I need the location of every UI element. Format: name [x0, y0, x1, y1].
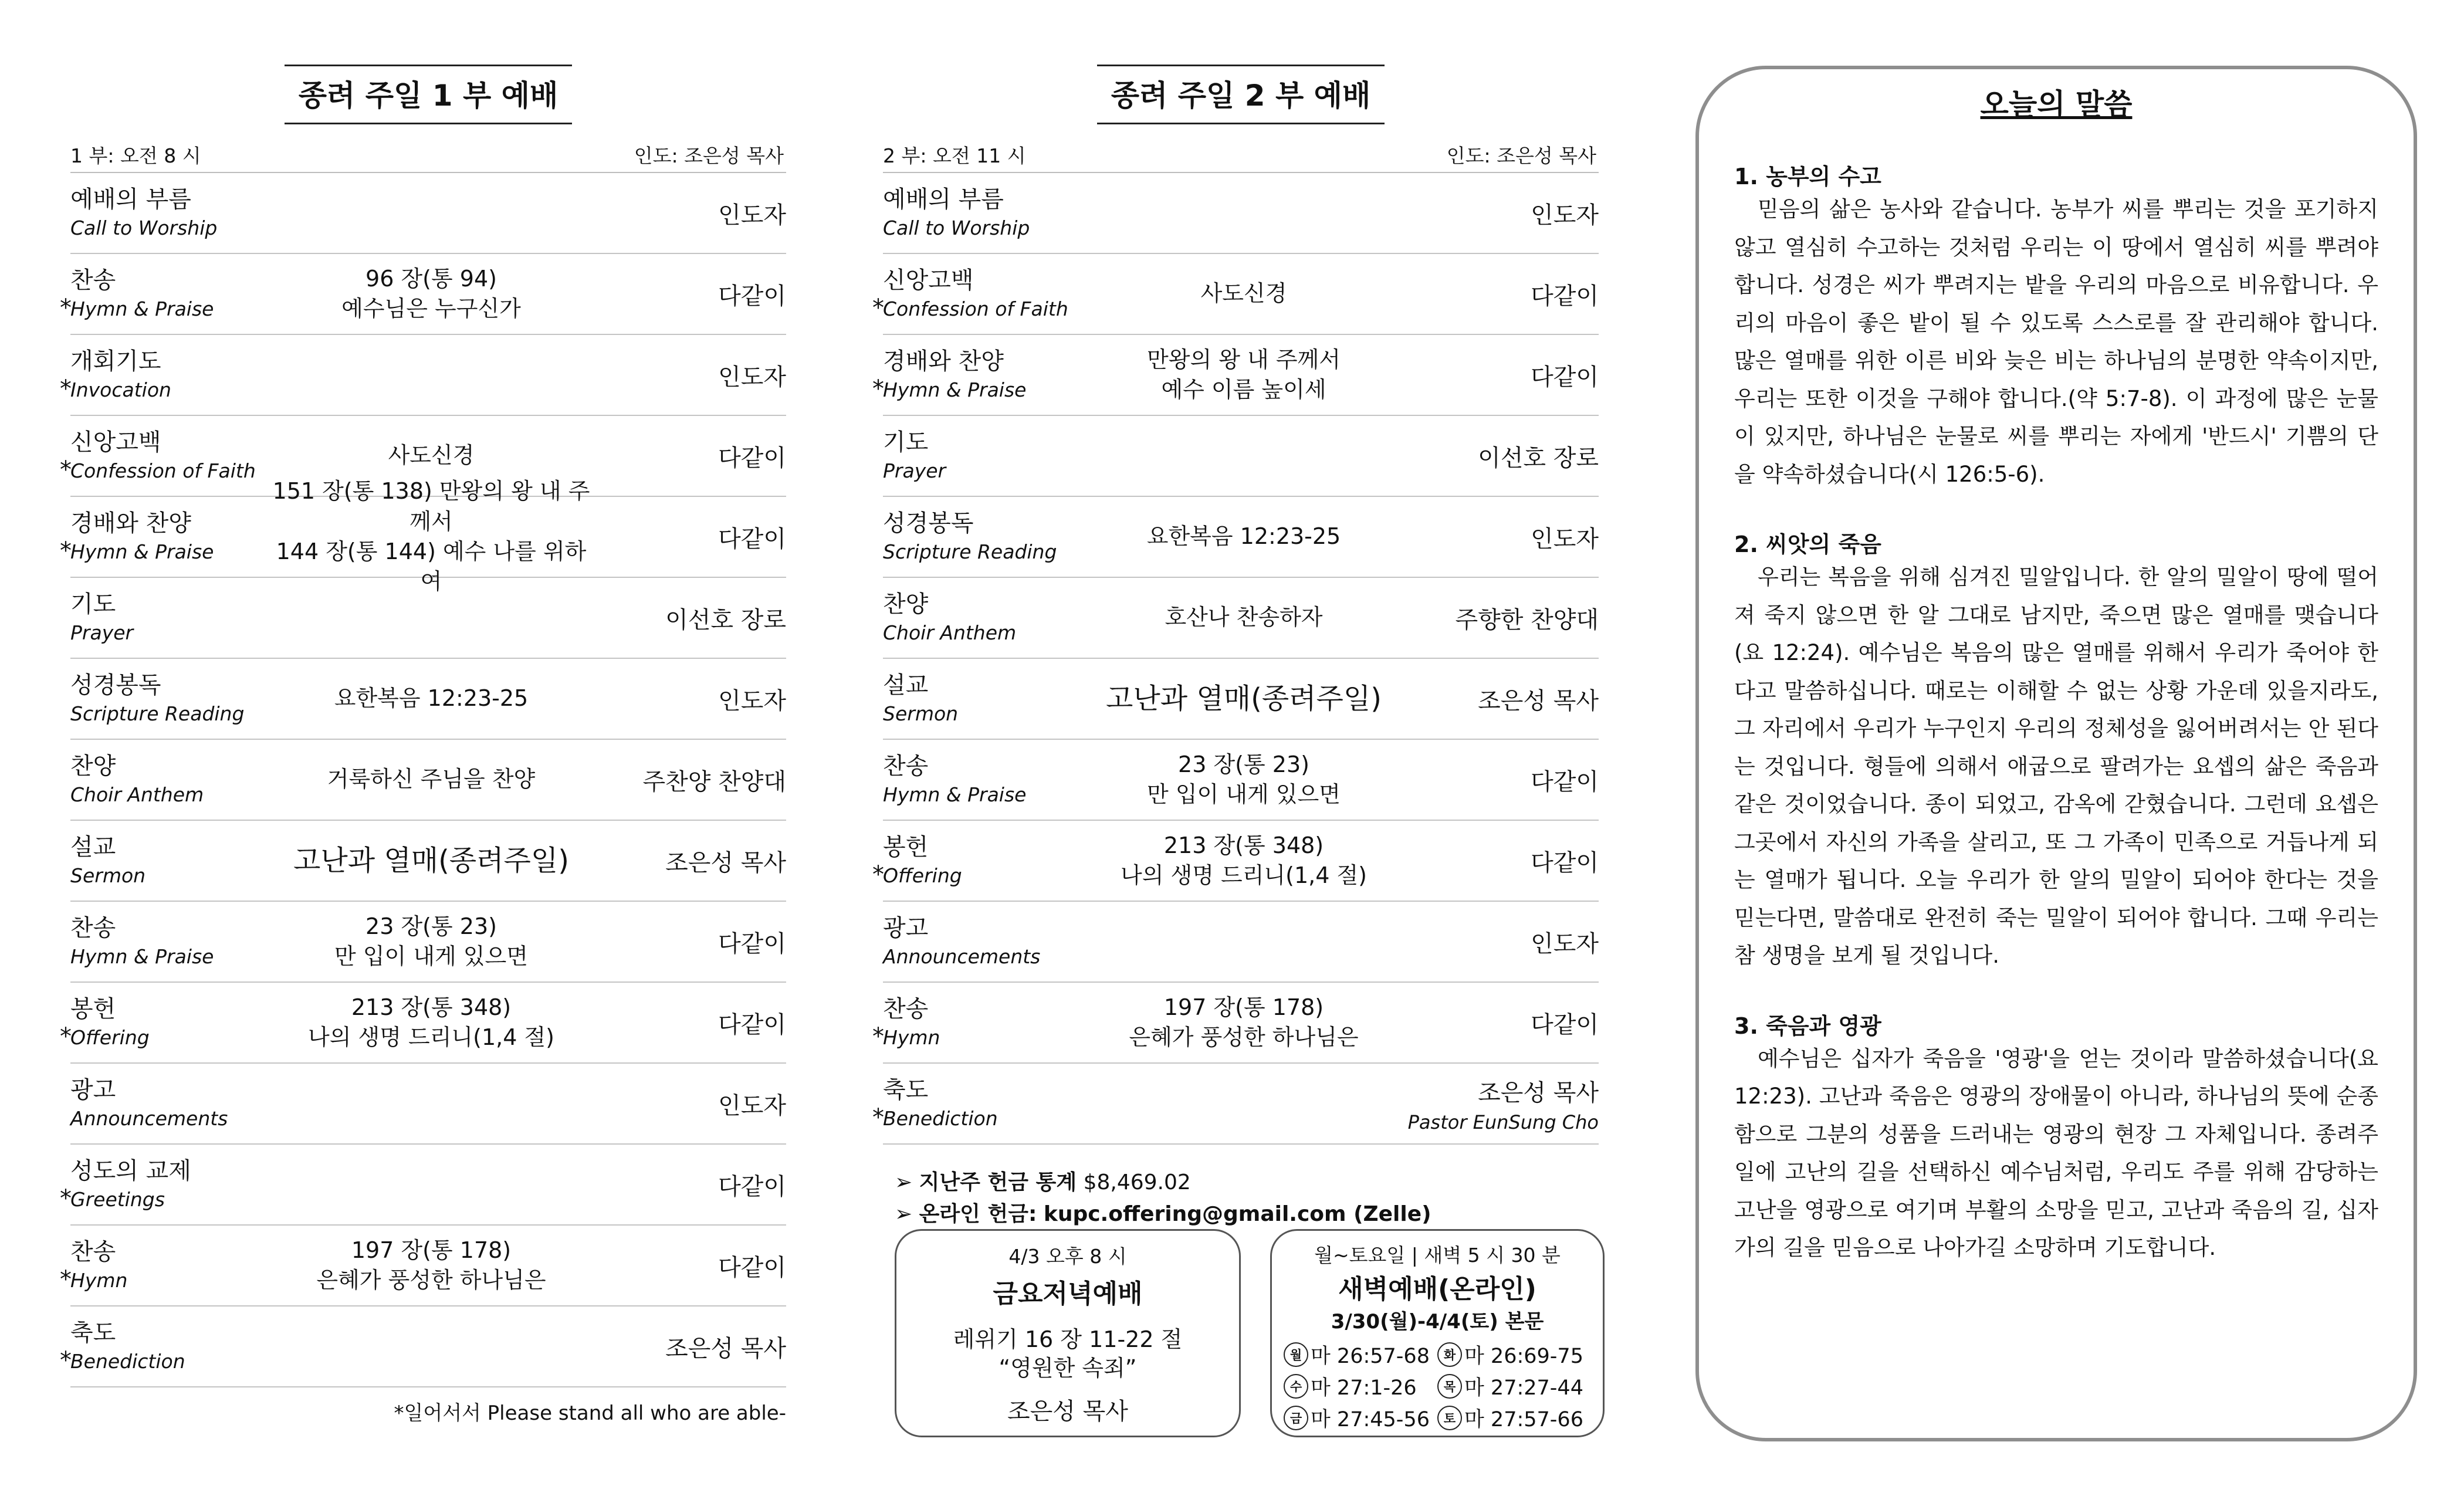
order-detail	[1082, 279, 1405, 309]
order-title-ko: 예배의 부름	[70, 185, 191, 213]
order-row	[872, 821, 1599, 902]
dawn-title: 새벽예배(온라인)	[1338, 1274, 1536, 1304]
order-detail-line1: 거룩하신 주님을 찬양	[327, 766, 536, 793]
order-detail-line1: 151 장(통 138) 만왕의 왕 내 주께서	[272, 478, 590, 534]
order-title-en: Hymn	[883, 1025, 940, 1049]
offering-label: 지난주 헌금 통계	[919, 1170, 1077, 1194]
order-title-en: Greetings	[70, 1187, 165, 1211]
order-label	[70, 266, 270, 322]
order-leader-name: 주향한 찬양대	[1455, 606, 1599, 634]
order-detail-line2: 예수 이름 높이세	[1161, 377, 1326, 402]
day-circle-icon: 목	[1437, 1374, 1462, 1399]
order-leader-name: 이선호 장로	[665, 606, 786, 634]
standing-mark: *	[60, 1185, 72, 1212]
message-sections	[1734, 158, 2378, 1267]
order-label	[883, 347, 1082, 403]
order-title-en: Call to Worship	[70, 216, 218, 239]
day-circle-icon: 화	[1437, 1342, 1462, 1367]
service2-time: 2 부: 오전 11 시	[883, 144, 1026, 167]
order-title-ko: 기도	[70, 590, 116, 618]
order-label	[883, 590, 1082, 646]
order-title-ko: 경배와 찬양	[70, 509, 191, 537]
order-detail	[1082, 680, 1405, 718]
order-row	[60, 1145, 786, 1226]
notices	[883, 1167, 1599, 1230]
offering-stat: ➢ 지난주 헌금 통계 $8,469.02	[895, 1170, 1191, 1194]
service2-column	[872, 65, 1599, 1230]
order-detail	[270, 264, 593, 324]
order-detail-line2: 나의 생명 드리니(1,4 절)	[308, 1024, 554, 1050]
order-detail	[270, 1236, 593, 1296]
day-circle-icon: 금	[1284, 1406, 1308, 1430]
order-row	[872, 1064, 1599, 1145]
order-detail-line1: 197 장(통 178)	[1163, 994, 1324, 1020]
message-section-body: 예수님은 십자가 죽음을 '영광'을 얻는 것이라 말씀하셨습니다(요 12:23). 고난과 죽음은 영광의 장애물이 아니라, 하나님의 뜻에 순종함으로 그분의 성품을 드러내는 영광의 현장 그 자체입니다. 종려주일에 고난의 길을 선택하신 예수님처럼, 우리도 주를 위해 감당하는 고난을 영광으로 여기며 부활의 소망을 믿고, 고난과 죽음의 길, 십자가의 길을 믿음으로 나아가길 소망하며 기도합니다.	[1734, 1045, 2378, 1260]
dawn-reading-ref: 마 27:1-26	[1311, 1376, 1417, 1400]
order-row	[883, 740, 1599, 821]
order-leader	[593, 844, 786, 878]
dawn-reading	[1437, 1340, 1591, 1369]
order-title-en: Choir Anthem	[883, 621, 1017, 644]
order-row	[883, 902, 1599, 983]
dawn-reading	[1437, 1403, 1591, 1433]
message-section	[1734, 158, 2378, 493]
order-leader-name: 주찬양 찬양대	[642, 768, 786, 796]
order-leader-name: 다같이	[1531, 363, 1599, 391]
order-row	[70, 659, 786, 740]
order-title-en: Hymn & Praise	[70, 945, 214, 968]
order-leader-name: 다같이	[718, 444, 786, 472]
online-value: kupc.offering@gmail.com (Zelle)	[1043, 1202, 1431, 1226]
dawn-reading	[1437, 1372, 1591, 1401]
order-title-en: Hymn & Praise	[883, 378, 1027, 401]
order-title-en: Confession of Faith	[70, 459, 256, 482]
order-leader-name: 인도자	[1531, 525, 1599, 553]
order-row	[60, 1226, 786, 1307]
order-label	[70, 914, 270, 970]
order-title-ko: 찬송	[70, 266, 116, 294]
day-circle-icon: 토	[1437, 1406, 1462, 1430]
order-detail	[1082, 522, 1405, 551]
order-title-ko: 기도	[883, 428, 929, 456]
order-row	[883, 497, 1599, 578]
service2-leader: 인도: 조은성 목사	[1446, 144, 1596, 167]
order-title-en: Offering	[883, 864, 962, 887]
order-label	[70, 1076, 270, 1132]
order-row	[70, 902, 786, 983]
dawn-reading-ref: 마 27:57-66	[1464, 1408, 1583, 1431]
online-label: 온라인 헌금:	[919, 1202, 1037, 1226]
service1-order	[60, 173, 786, 1387]
order-title-en: Benediction	[883, 1106, 998, 1130]
order-label	[883, 185, 1082, 241]
order-leader-en: Pastor EunSung Cho	[1407, 1111, 1599, 1133]
order-label	[883, 995, 1082, 1051]
order-row	[883, 173, 1599, 254]
order-title-en: Scripture Reading	[70, 702, 245, 725]
order-leader	[1405, 1006, 1599, 1040]
order-leader	[593, 358, 786, 392]
order-leader	[1405, 601, 1599, 635]
order-detail	[270, 993, 593, 1053]
standing-mark: *	[60, 1023, 72, 1050]
online-offering: ➢ 온라인 헌금: kupc.offering@gmail.com (Zelle)	[895, 1202, 1431, 1226]
order-leader	[1405, 277, 1599, 311]
order-title-en: Call to Worship	[883, 216, 1030, 239]
friday-service-box	[895, 1229, 1241, 1437]
order-label	[883, 428, 1082, 484]
standing-mark: *	[872, 1104, 884, 1131]
order-label	[883, 1076, 1082, 1132]
order-title-en: Announcements	[70, 1106, 228, 1130]
order-row	[70, 173, 786, 254]
order-leader-name: 다같이	[718, 1011, 786, 1038]
order-leader	[593, 925, 786, 959]
order-detail-line1: 23 장(통 23)	[1178, 751, 1309, 777]
order-label	[70, 1238, 270, 1294]
order-leader-name: 다같이	[718, 525, 786, 553]
order-title-en: Scripture Reading	[883, 540, 1057, 563]
order-title-ko: 찬송	[883, 995, 929, 1023]
order-leader-name: 조은성 목사	[1478, 1079, 1599, 1106]
standing-footnote: *일어서서 Please stand all who are able-	[394, 1402, 786, 1425]
order-detail-line2: 은혜가 풍성한 하나님은	[316, 1267, 546, 1293]
order-label	[70, 428, 270, 484]
order-leader	[593, 1006, 786, 1040]
order-leader-name: 이선호 장로	[1478, 444, 1599, 472]
order-label	[70, 1157, 270, 1213]
order-title-ko: 찬송	[70, 914, 116, 942]
order-leader	[593, 1249, 786, 1282]
standing-mark: *	[872, 1023, 884, 1050]
order-title-ko: 설교	[70, 833, 116, 861]
order-leader	[593, 197, 786, 230]
order-leader	[1405, 520, 1599, 554]
order-detail-line2: 은혜가 풍성한 하나님은	[1129, 1024, 1359, 1050]
order-title-ko: 성도의 교제	[70, 1157, 191, 1184]
standing-mark: *	[872, 375, 884, 402]
order-detail	[270, 764, 593, 794]
message-section-heading: 2. 씨앗의 죽음	[1734, 532, 1881, 557]
order-leader-name: 인도자	[718, 201, 786, 229]
order-label	[883, 671, 1082, 727]
dawn-reading	[1284, 1372, 1437, 1401]
order-title-en: Benediction	[70, 1349, 185, 1373]
order-leader	[593, 439, 786, 473]
order-label	[883, 266, 1082, 322]
order-row	[60, 478, 786, 595]
standing-mark: *	[60, 295, 72, 321]
order-label	[883, 914, 1082, 970]
order-detail	[270, 683, 593, 713]
message-section	[1734, 1008, 2378, 1267]
order-leader	[593, 763, 786, 797]
order-title-en: Prayer	[70, 621, 134, 644]
dawn-readings	[1284, 1340, 1591, 1433]
order-detail	[1082, 750, 1405, 810]
day-circle-icon: 수	[1284, 1374, 1308, 1399]
standing-mark: *	[60, 1266, 72, 1293]
order-row	[60, 335, 786, 416]
order-leader	[593, 1168, 786, 1201]
order-leader-name: 다같이	[1531, 1011, 1599, 1038]
order-title-ko: 성경봉독	[883, 509, 974, 537]
dawn-reading-ref: 마 27:27-44	[1464, 1376, 1583, 1400]
order-detail-line1: 만왕의 왕 내 주께서	[1147, 346, 1341, 373]
order-title-ko: 경배와 찬양	[883, 347, 1004, 375]
order-title-ko: 신앙고백	[70, 428, 161, 456]
order-title-en: Offering	[70, 1025, 150, 1049]
order-leader	[1405, 763, 1599, 797]
friday-passage: 레위기 16 장 11-22 절	[953, 1326, 1183, 1352]
order-leader-name: 인도자	[1531, 930, 1599, 957]
friday-speaker: 조은성 목사	[1007, 1397, 1128, 1425]
order-title-en: Confession of Faith	[883, 297, 1068, 320]
friday-title: 금요저녁예배	[993, 1279, 1143, 1309]
order-leader-name: 다같이	[718, 930, 786, 957]
order-detail-line1: 호산나 찬송하자	[1165, 604, 1323, 631]
order-leader	[593, 1087, 786, 1121]
order-title-ko: 예배의 부름	[883, 185, 1004, 213]
order-title-en: Hymn & Praise	[70, 297, 214, 320]
order-label	[70, 752, 270, 808]
order-detail-line1: 요한복음 12:23-25	[334, 685, 529, 712]
offering-value: $8,469.02	[1083, 1170, 1191, 1194]
order-detail-line2: 나의 생명 드리니(1,4 절)	[1121, 862, 1367, 888]
order-leader	[1405, 439, 1599, 473]
order-title-ko: 성경봉독	[70, 671, 161, 699]
order-label	[70, 833, 270, 889]
order-leader	[593, 277, 786, 311]
order-label	[70, 995, 270, 1051]
standing-mark: *	[60, 456, 72, 483]
order-leader-name: 다같이	[1531, 768, 1599, 796]
dawn-time: 월~토요일 | 새벽 5 시 30 분	[1314, 1244, 1561, 1267]
dawn-reading	[1284, 1340, 1437, 1369]
order-detail-line2: 144 장(통 144) 예수 나를 위하여	[276, 539, 587, 595]
order-title-ko: 개회기도	[70, 347, 161, 375]
order-title-ko: 광고	[883, 914, 929, 942]
order-label	[883, 509, 1082, 565]
order-detail-line1: 96 장(통 94)	[365, 265, 497, 292]
dawn-reading-ref: 마 26:57-68	[1311, 1345, 1430, 1368]
dawn-service-box	[1270, 1229, 1605, 1437]
order-row	[60, 983, 786, 1064]
order-leader-name: 다같이	[718, 282, 786, 310]
order-title-ko: 봉헌	[70, 995, 116, 1023]
order-row	[70, 821, 786, 902]
friday-subtitle: “영원한 속죄”	[999, 1355, 1137, 1382]
order-detail	[1082, 345, 1405, 405]
service1-leader: 인도: 조은성 목사	[634, 144, 784, 167]
order-row	[883, 416, 1599, 497]
order-label	[70, 590, 270, 646]
message-section-body: 믿음의 삶은 농사와 같습니다. 농부가 씨를 뿌리는 것을 포기하지 않고 열심히 수고하는 것처럼 우리는 이 땅에서 열심히 씨를 뿌려야 합니다. 성경은 씨가 뿌려지는 밭을 우리의 마음으로 비유합니다. 우리의 마음이 좋은 밭이 될 수 있도록 스스로를 잘 관리해야 합니다. 많은 열매를 위한 이른 비와 늦은 비는 하나님의 분명한 약속이지만, 우리는 또한 이것을 구해야 합니다.(약 5:7-8). 이 과정에 많은 눈물이 있지만, 하나님은 눈물로 씨를 뿌리는 자에게 '반드시' 기쁨의 단을 약속하셨습니다(시 126:5-6).	[1734, 197, 2378, 487]
order-leader	[1405, 358, 1599, 392]
order-leader	[1405, 197, 1599, 230]
order-leader-name: 다같이	[718, 1173, 786, 1200]
standing-mark: *	[872, 861, 884, 888]
order-title-en: Hymn	[70, 1268, 128, 1292]
order-title-en: Sermon	[70, 864, 146, 887]
order-leader-name: 다같이	[1531, 849, 1599, 876]
dawn-reading-ref: 마 27:45-56	[1311, 1408, 1430, 1431]
service1-time: 1 부: 오전 8 시	[70, 144, 201, 167]
service2-title: 종려 주일 2 부 예배	[1097, 65, 1385, 124]
dawn-range: 3/30(월)-4/4(토) 본문	[1331, 1310, 1544, 1333]
friday-time: 4/3 오후 8 시	[1008, 1245, 1127, 1268]
order-title-ko: 찬양	[70, 752, 116, 780]
message-section-body: 우리는 복음을 위해 심겨진 밀알입니다. 한 알의 밀알이 땅에 떨어져 죽지 않으면 한 알 그대로 남지만, 죽으면 많은 열매를 맺습니다(요 12:24). 예수님은 복음의 많은 열매를 위해서 우리가 죽어야 한다고 말씀하십니다. 때로는 이해할 수 없는 상황 가운데 있을지라도, 그 자리에서 우리가 누구인지 우리의 정체성을 잃어버려서는 안 된다는 것입니다. 형들에 의해서 애굽으로 팔려가는 요셉의 삶은 죽음과 같은 것이었습니다. 종이 되었고, 감옥에 갇혔습니다. 그런데 요셉은 그곳에서 자신의 가족을 살리고, 또 그 가족이 민족으로 거듭나게 되는 열매가 됩니다. 오늘 우리가 한 알의 밀알이 되어야 한다는 것을 믿는다면, 말씀대로 완전히 죽는 밀알이 되어야 합니다. 그때 우리는 참 생명을 보게 될 것입니다.	[1734, 564, 2378, 968]
order-leader	[1405, 682, 1599, 716]
order-title-ko: 찬송	[883, 752, 929, 780]
order-row	[70, 1064, 786, 1145]
order-leader	[1405, 925, 1599, 959]
message-section-heading: 1. 농부의 수고	[1734, 164, 1881, 189]
order-leader	[593, 601, 786, 635]
order-label	[70, 1319, 270, 1375]
order-label	[883, 752, 1082, 808]
order-row	[883, 659, 1599, 740]
order-detail-line1: 23 장(통 23)	[365, 913, 497, 939]
order-leader-name: 조은성 목사	[665, 1335, 786, 1362]
order-leader-name: 다같이	[1531, 282, 1599, 310]
order-detail	[270, 842, 593, 880]
order-row	[872, 254, 1599, 335]
order-title-ko: 광고	[70, 1076, 116, 1104]
order-row	[70, 578, 786, 659]
order-title-ko: 신앙고백	[883, 266, 974, 294]
order-label	[70, 347, 270, 403]
message-title: 오늘의 말씀	[1980, 87, 2133, 121]
day-circle-icon: 월	[1284, 1342, 1308, 1367]
order-title-ko: 찬송	[70, 1238, 116, 1265]
order-title-en: Sermon	[883, 702, 959, 725]
order-row	[70, 740, 786, 821]
message-section-heading: 3. 죽음과 영광	[1734, 1013, 1881, 1039]
order-title-en: Announcements	[883, 945, 1041, 968]
message-section	[1734, 526, 2378, 975]
order-leader	[1405, 844, 1599, 878]
order-detail-line2: 만 입이 내게 있으면	[1147, 781, 1341, 807]
order-leader-name: 인도자	[1531, 201, 1599, 229]
order-title-en: Invocation	[70, 378, 171, 401]
order-leader	[1405, 1074, 1599, 1133]
order-detail	[1082, 993, 1405, 1053]
order-detail-line1: 213 장(통 348)	[1163, 832, 1324, 858]
order-detail-line2: 예수님은 누구신가	[341, 296, 521, 321]
order-detail-line1: 고난과 열매(종려주일)	[293, 844, 570, 877]
order-title-en: Hymn & Praise	[70, 540, 214, 563]
order-detail-line1: 사도신경	[1200, 280, 1287, 307]
dawn-reading-ref: 마 26:69-75	[1464, 1345, 1583, 1368]
standing-mark: *	[872, 295, 884, 321]
order-leader-name: 조은성 목사	[665, 849, 786, 876]
order-row	[60, 1307, 786, 1387]
order-detail-line1: 213 장(통 348)	[351, 994, 512, 1020]
order-leader	[593, 1330, 786, 1363]
service1-column	[60, 65, 786, 1426]
order-detail	[1082, 831, 1405, 891]
order-leader-name: 다같이	[718, 1254, 786, 1281]
order-label	[70, 671, 270, 727]
order-row	[883, 578, 1599, 659]
order-leader-name: 인도자	[718, 1092, 786, 1119]
order-detail-line1: 사도신경	[388, 442, 475, 469]
order-detail-line1: 고난과 열매(종려주일)	[1105, 682, 1382, 715]
order-label	[70, 509, 270, 565]
standing-mark: *	[60, 1347, 72, 1374]
service2-order	[872, 173, 1599, 1145]
order-detail-line2: 만 입이 내게 있으면	[334, 943, 528, 969]
order-leader-name: 인도자	[718, 363, 786, 391]
order-leader	[593, 682, 786, 716]
order-title-ko: 설교	[883, 671, 929, 699]
order-title-en: Choir Anthem	[70, 783, 204, 806]
order-title-ko: 찬양	[883, 590, 929, 618]
order-label	[883, 833, 1082, 889]
service1-title: 종려 주일 1 부 예배	[285, 65, 573, 124]
standing-mark: *	[60, 375, 72, 402]
todays-message-panel	[1695, 66, 2417, 1441]
order-detail	[270, 441, 593, 471]
order-leader-name: 조은성 목사	[1478, 687, 1599, 715]
order-detail	[270, 912, 593, 972]
order-row	[872, 983, 1599, 1064]
order-title-ko: 봉헌	[883, 833, 929, 861]
order-row	[872, 335, 1599, 416]
order-detail-line1: 요한복음 12:23-25	[1146, 523, 1341, 550]
order-detail-line1: 197 장(통 178)	[351, 1237, 512, 1263]
order-title-en: Hymn & Praise	[883, 783, 1027, 806]
order-label	[70, 185, 270, 241]
order-title-en: Prayer	[883, 459, 946, 482]
order-detail	[1082, 603, 1405, 632]
order-title-ko: 축도	[883, 1076, 929, 1104]
order-title-ko: 축도	[70, 1319, 116, 1346]
order-row	[60, 254, 786, 335]
standing-mark: *	[60, 537, 72, 564]
order-leader-name: 인도자	[718, 687, 786, 715]
dawn-reading	[1284, 1403, 1437, 1433]
order-leader	[593, 520, 786, 554]
